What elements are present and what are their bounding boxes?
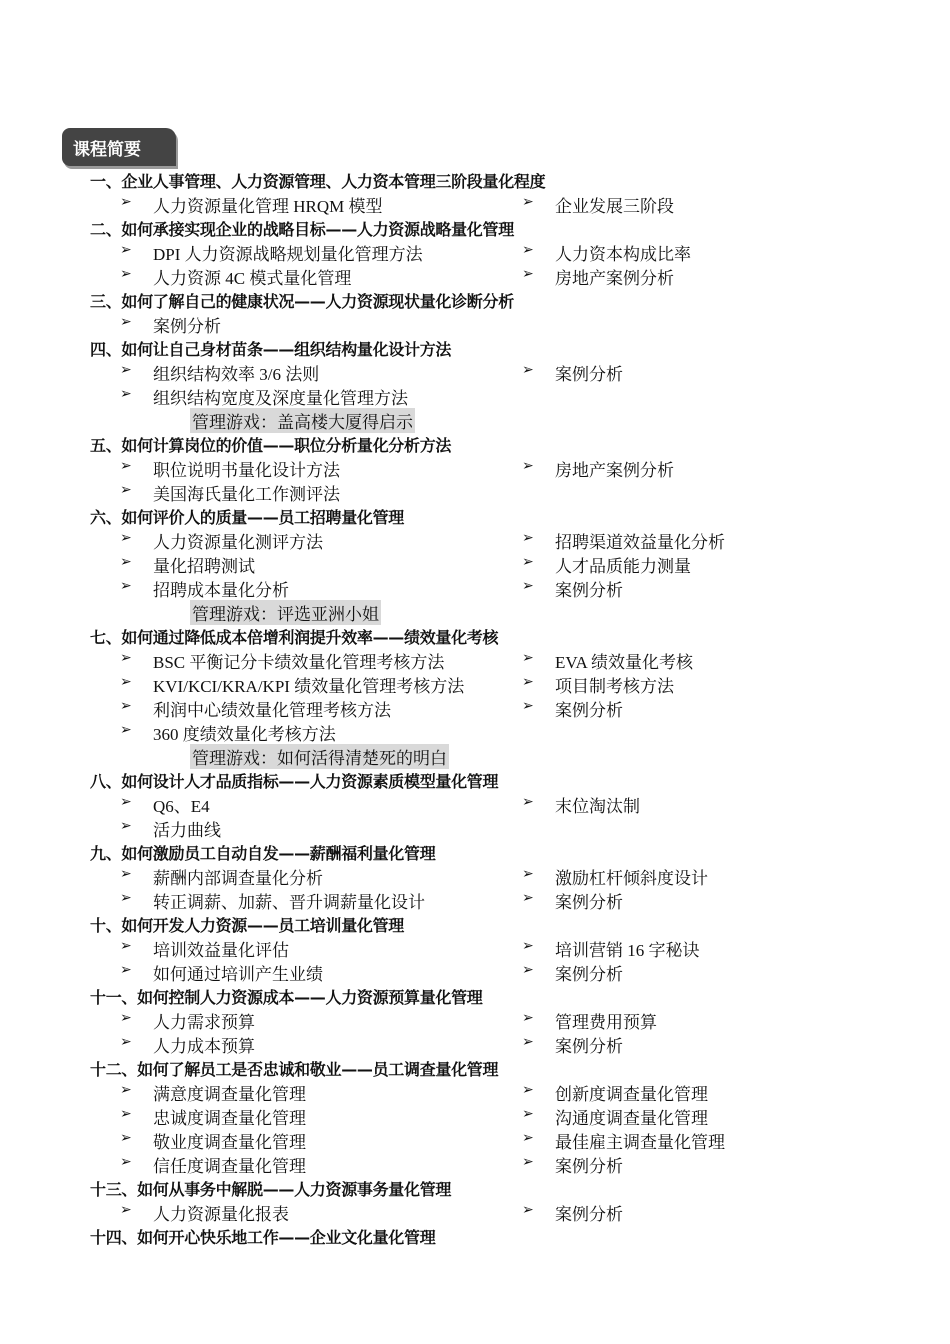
bullet-text: 人力资本构成比率 (555, 245, 691, 264)
arrow-bullet-icon: ➢ (120, 794, 132, 810)
bullet-text: 人力需求预算 (153, 1013, 255, 1032)
arrow-bullet-icon: ➢ (522, 698, 534, 714)
bullet-row (0, 312, 950, 336)
bullet-text: 案例分析 (555, 701, 623, 720)
bullet-row (0, 264, 950, 288)
section-heading: 六、如何评价人的质量——员工招聘量化管理 (90, 508, 405, 527)
arrow-bullet-icon: ➢ (522, 962, 534, 978)
bullet-text: KVI/KCI/KRA/KPI 绩效量化管理考核方法 (153, 677, 465, 696)
bullet-text: 管理费用预算 (555, 1013, 657, 1032)
arrow-bullet-icon: ➢ (120, 482, 132, 498)
arrow-bullet-icon: ➢ (120, 818, 132, 834)
arrow-bullet-icon: ➢ (120, 962, 132, 978)
section-heading-row (0, 984, 950, 1008)
section-heading: 一、企业人事管理、人力资源管理、人力资本管理三阶段量化程度 (90, 172, 546, 191)
bullet-text: 培训营销 16 字秘诀 (555, 941, 700, 960)
bullet-text: 转正调薪、加薪、晋升调薪量化设计 (153, 893, 425, 912)
bullet-row (0, 240, 950, 264)
bullet-row (0, 888, 950, 912)
bullet-text: EVA 绩效量化考核 (555, 653, 694, 672)
arrow-bullet-icon: ➢ (120, 938, 132, 954)
bullet-row (0, 1200, 950, 1224)
section-heading-row (0, 912, 950, 936)
arrow-bullet-icon: ➢ (120, 722, 132, 738)
bullet-text: 房地产案例分析 (555, 269, 674, 288)
arrow-bullet-icon: ➢ (120, 530, 132, 546)
section-heading: 四、如何让自己身材苗条——组织结构量化设计方法 (90, 340, 452, 359)
bullet-text: 360 度绩效量化考核方法 (153, 725, 336, 744)
bullet-text: 组织结构宽度及深度量化管理方法 (153, 389, 408, 408)
bullet-row (0, 960, 950, 984)
arrow-bullet-icon: ➢ (522, 650, 534, 666)
arrow-bullet-icon: ➢ (120, 890, 132, 906)
section-heading-row (0, 168, 950, 192)
bullet-text: 人才品质能力测量 (555, 557, 691, 576)
management-game-note: 管理游戏：评选亚洲小姐 (190, 600, 381, 625)
bullet-text: DPI 人力资源战略规划量化管理方法 (153, 245, 423, 264)
arrow-bullet-icon: ➢ (522, 938, 534, 954)
bullet-text: 案例分析 (555, 1037, 623, 1056)
section-heading-row (0, 504, 950, 528)
bullet-row (0, 528, 950, 552)
bullet-text: 职位说明书量化设计方法 (153, 461, 340, 480)
game-row (0, 408, 950, 432)
bullet-row (0, 1128, 950, 1152)
arrow-bullet-icon: ➢ (522, 458, 534, 474)
bullet-text: 激励杠杆倾斜度设计 (555, 869, 708, 888)
bullet-text: 最佳雇主调查量化管理 (555, 1133, 725, 1152)
bullet-row (0, 360, 950, 384)
arrow-bullet-icon: ➢ (522, 890, 534, 906)
arrow-bullet-icon: ➢ (120, 866, 132, 882)
bullet-text: 人力资源量化管理 HRQM 模型 (153, 197, 383, 216)
arrow-bullet-icon: ➢ (522, 1082, 534, 1098)
badge-label: 课程简要 (73, 140, 141, 160)
bullet-text: 项目制考核方法 (555, 677, 674, 696)
bullet-row (0, 672, 950, 696)
bullet-text: 案例分析 (555, 365, 623, 384)
section-heading-row (0, 432, 950, 456)
arrow-bullet-icon: ➢ (120, 1154, 132, 1170)
arrow-bullet-icon: ➢ (522, 1130, 534, 1146)
arrow-bullet-icon: ➢ (522, 1010, 534, 1026)
section-heading: 二、如何承接实现企业的战略目标——人力资源战略量化管理 (90, 220, 514, 239)
bullet-row (0, 456, 950, 480)
section-heading: 七、如何通过降低成本倍增利润提升效率——绩效量化考核 (90, 628, 499, 647)
bullet-row (0, 1008, 950, 1032)
bullet-row (0, 1104, 950, 1128)
bullet-row (0, 480, 950, 504)
arrow-bullet-icon: ➢ (522, 674, 534, 690)
bullet-text: 人力成本预算 (153, 1037, 255, 1056)
section-heading: 十、如何开发人力资源——员工培训量化管理 (90, 916, 405, 935)
arrow-bullet-icon: ➢ (120, 1106, 132, 1122)
bullet-row (0, 936, 950, 960)
arrow-bullet-icon: ➢ (120, 314, 132, 330)
arrow-bullet-icon: ➢ (522, 1034, 534, 1050)
bullet-text: 招聘成本量化分析 (153, 581, 289, 600)
bullet-text: 培训效益量化评估 (153, 941, 289, 960)
course-outline (0, 168, 950, 1248)
section-heading: 三、如何了解自己的健康状况——人力资源现状量化诊断分析 (90, 292, 514, 311)
arrow-bullet-icon: ➢ (522, 1154, 534, 1170)
arrow-bullet-icon: ➢ (120, 554, 132, 570)
section-heading-row (0, 1176, 950, 1200)
section-badge (62, 128, 176, 166)
arrow-bullet-icon: ➢ (120, 650, 132, 666)
bullet-text: 人力资源量化测评方法 (153, 533, 323, 552)
game-row (0, 600, 950, 624)
section-heading-row (0, 1224, 950, 1248)
arrow-bullet-icon: ➢ (522, 242, 534, 258)
arrow-bullet-icon: ➢ (120, 458, 132, 474)
bullet-text: 活力曲线 (153, 821, 221, 840)
arrow-bullet-icon: ➢ (522, 554, 534, 570)
arrow-bullet-icon: ➢ (522, 578, 534, 594)
section-heading: 十四、如何开心快乐地工作——企业文化量化管理 (90, 1228, 436, 1247)
section-heading-row (0, 840, 950, 864)
bullet-text: 满意度调查量化管理 (153, 1085, 306, 1104)
bullet-text: 案例分析 (555, 893, 623, 912)
bullet-row (0, 384, 950, 408)
bullet-text: 创新度调查量化管理 (555, 1085, 708, 1104)
bullet-text: Q6、E4 (153, 797, 210, 816)
arrow-bullet-icon: ➢ (120, 242, 132, 258)
bullet-text: 忠诚度调查量化管理 (153, 1109, 306, 1128)
bullet-text: 美国海氏量化工作测评法 (153, 485, 340, 504)
arrow-bullet-icon: ➢ (522, 266, 534, 282)
arrow-bullet-icon: ➢ (522, 1106, 534, 1122)
bullet-row (0, 1080, 950, 1104)
section-heading: 九、如何激励员工自动自发——薪酬福利量化管理 (90, 844, 436, 863)
bullet-text: 敬业度调查量化管理 (153, 1133, 306, 1152)
bullet-row (0, 552, 950, 576)
arrow-bullet-icon: ➢ (120, 194, 132, 210)
bullet-text: BSC 平衡记分卡绩效量化管理考核方法 (153, 653, 445, 672)
arrow-bullet-icon: ➢ (522, 794, 534, 810)
section-heading: 十二、如何了解员工是否忠诚和敬业——员工调查量化管理 (90, 1060, 499, 1079)
arrow-bullet-icon: ➢ (120, 578, 132, 594)
section-heading-row (0, 288, 950, 312)
bullet-row (0, 576, 950, 600)
arrow-bullet-icon: ➢ (120, 266, 132, 282)
arrow-bullet-icon: ➢ (522, 362, 534, 378)
bullet-text: 末位淘汰制 (555, 797, 640, 816)
bullet-text: 人力资源 4C 模式量化管理 (153, 269, 352, 288)
arrow-bullet-icon: ➢ (120, 674, 132, 690)
section-heading: 十一、如何控制人力资源成本——人力资源预算量化管理 (90, 988, 483, 1007)
arrow-bullet-icon: ➢ (522, 1202, 534, 1218)
bullet-text: 企业发展三阶段 (555, 197, 674, 216)
management-game-note: 管理游戏：如何活得清楚死的明白 (190, 744, 449, 769)
bullet-text: 量化招聘测试 (153, 557, 255, 576)
bullet-text: 利润中心绩效量化管理考核方法 (153, 701, 391, 720)
section-heading-row (0, 216, 950, 240)
bullet-text: 案例分析 (555, 1157, 623, 1176)
bullet-row (0, 1152, 950, 1176)
bullet-text: 房地产案例分析 (555, 461, 674, 480)
bullet-row (0, 864, 950, 888)
bullet-row (0, 192, 950, 216)
bullet-text: 信任度调查量化管理 (153, 1157, 306, 1176)
section-heading: 十三、如何从事务中解脱——人力资源事务量化管理 (90, 1180, 452, 1199)
arrow-bullet-icon: ➢ (120, 386, 132, 402)
bullet-text: 人力资源量化报表 (153, 1205, 289, 1224)
bullet-row (0, 792, 950, 816)
bullet-row (0, 720, 950, 744)
bullet-text: 沟通度调查量化管理 (555, 1109, 708, 1128)
arrow-bullet-icon: ➢ (120, 698, 132, 714)
bullet-text: 案例分析 (153, 317, 221, 336)
bullet-row (0, 1032, 950, 1056)
arrow-bullet-icon: ➢ (120, 1202, 132, 1218)
bullet-row (0, 648, 950, 672)
bullet-row (0, 696, 950, 720)
arrow-bullet-icon: ➢ (120, 1082, 132, 1098)
arrow-bullet-icon: ➢ (120, 362, 132, 378)
arrow-bullet-icon: ➢ (522, 530, 534, 546)
arrow-bullet-icon: ➢ (522, 866, 534, 882)
bullet-text: 组织结构效率 3/6 法则 (153, 365, 320, 384)
arrow-bullet-icon: ➢ (120, 1010, 132, 1026)
section-heading: 八、如何设计人才品质指标——人力资源素质模型量化管理 (90, 772, 499, 791)
arrow-bullet-icon: ➢ (120, 1130, 132, 1146)
bullet-row (0, 816, 950, 840)
bullet-text: 薪酬内部调查量化分析 (153, 869, 323, 888)
arrow-bullet-icon: ➢ (120, 1034, 132, 1050)
section-heading-row (0, 768, 950, 792)
arrow-bullet-icon: ➢ (522, 194, 534, 210)
bullet-text: 如何通过培训产生业绩 (153, 965, 323, 984)
game-row (0, 744, 950, 768)
bullet-text: 案例分析 (555, 1205, 623, 1224)
section-heading: 五、如何计算岗位的价值——职位分析量化分析方法 (90, 436, 452, 455)
management-game-note: 管理游戏：盖高楼大厦得启示 (190, 408, 415, 433)
section-heading-row (0, 1056, 950, 1080)
bullet-text: 招聘渠道效益量化分析 (555, 533, 725, 552)
section-heading-row (0, 336, 950, 360)
section-heading-row (0, 624, 950, 648)
bullet-text: 案例分析 (555, 581, 623, 600)
bullet-text: 案例分析 (555, 965, 623, 984)
